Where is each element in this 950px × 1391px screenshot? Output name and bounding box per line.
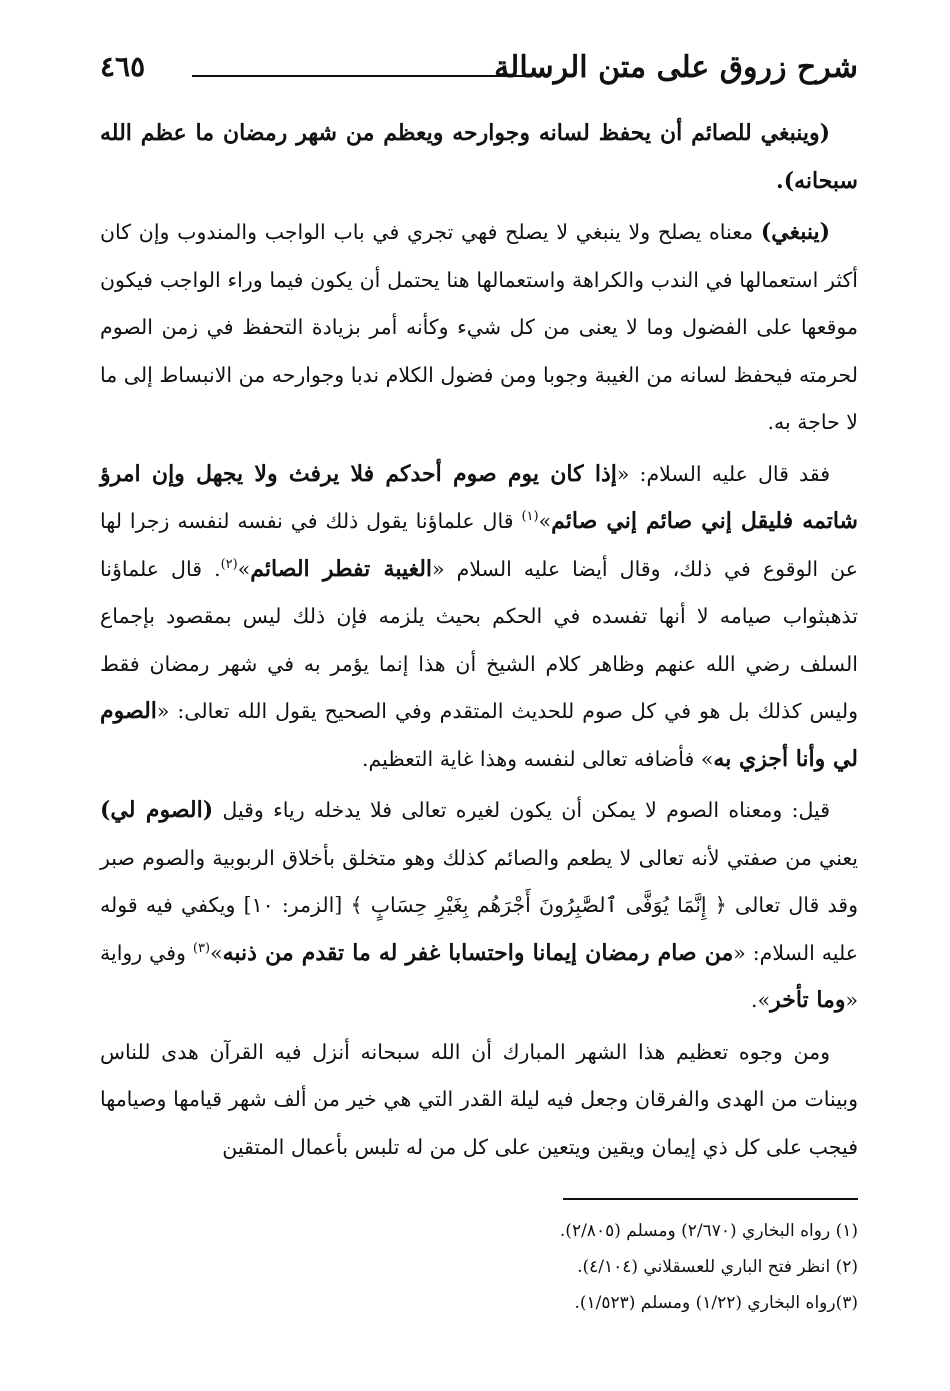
running-title: شرح زروق على متن الرسالة: [494, 50, 858, 85]
commentary-paragraph-3: [100, 787, 858, 1025]
footnote-ref[interactable]: (١): [521, 509, 539, 525]
text-run: قال علماؤنا يقول ذلك في نفسه لنفسه زجرا لها عن الوقوع في ذلك، وقال أيضا عليه السلام «: [100, 509, 858, 581]
text-run: . قال علماؤنا تذهبثواب صيامه لا أنها تفسده في الحكم بحيث يلزمه فإن ذلك ليس بمقصود بإجماع السلف رضي الله عنهم وظاهر كلام الشيخ أن هذا إنما يؤمر به في شهر رمضان فقط وليس كذلك بل هو في كل صوم للحديث المتقدم وفي الصحيح يقول الله تعالى: «: [100, 556, 858, 723]
footnote-separator: [563, 1198, 858, 1200]
footnote-ref[interactable]: (٢): [220, 556, 238, 572]
header-rule: [192, 75, 530, 77]
commentary-paragraph-1: [100, 209, 858, 447]
footnote-1: (١) رواه البخاري (٢/٦٧٠) ومسلم (٢/٨٠٥).: [559, 1221, 858, 1241]
paragraph-text: معناه يصلح ولا ينبغي لا يصلح فهي تجري في باب الواجب والمندوب وإن كان أكثر استعمالها في الندب والكراهة واستعمالها هنا يحتمل أن يكون فيما وراء الواجب فيكون موقعها على الفضول وما لا يعنى من كل شيء وكأنه أمر بزيادة التحفظ في زمن الصوم لحرمته فيحفظ لسانه من الغيبة وجوبا ومن فضول الكلام ندبا وجوارحه من الانبساط إلى ما لا حاجة به.: [100, 220, 858, 434]
hadith-quote: إذا كان يوم صوم أحدكم فلا يرفث ولا يجهل وإن امرؤ شاتمه فليقل إني صائم إني صائم: [100, 460, 858, 534]
text-run: فقد قال عليه السلام: «: [616, 461, 830, 486]
matn-paragraph: (وينبغي للصائم أن يحفظ لسانه وجوارحه ويعظم من شهر رمضان ما عظم الله سبحانه).: [100, 120, 858, 194]
text-run: »: [538, 509, 552, 533]
keyword: (الصوم لي): [100, 797, 214, 823]
text-run: ».: [751, 988, 771, 1012]
hadith-quote: وما تأخر: [770, 987, 846, 1013]
hadith-quote: الصوم لي وأنا أجزي به: [100, 698, 858, 772]
footnote-2: (٢) انظر فتح الباري للعسقلاني (٤/١٠٤).: [577, 1257, 858, 1277]
footnote-ref[interactable]: (٣): [192, 940, 211, 956]
commentary-paragraph-2: [100, 451, 858, 784]
text-run: »: [210, 940, 223, 965]
keyword: (ينبغي): [760, 219, 830, 245]
commentary-paragraph-4: ومن وجوه تعظيم هذا الشهر المبارك أن الله سبحانه أنزل فيه القرآن هدى للناس وبينات من الهدى والفرقان وجعل فيه ليلة القدر التي هي خير من ألف شهر قيامها وصيامها فيجب على كل ذي إيمان ويقين ويتعين على كل من له تلبس بأعمال المتقين: [100, 1039, 858, 1159]
text-run: »: [237, 556, 251, 581]
page-header: [100, 40, 858, 96]
text-run: يعني من صفتي لأنه تعالى لا يطعم والصائم كذلك وهو متخلق بأخلاق الربوبية والصوم صبر وقد قال تعالى ﴿ إِنَّمَا يُوَفَّى ٱلصَّٰبِرُونَ أَجْرَهُم بِغَيْرِ حِسَابٍ ﴾ [الزمر: ١٠] ويكفي فيه قوله عليه السلام: «: [100, 845, 858, 965]
text-run: » فأضافه تعالى لنفسه وهذا غاية التعظيم.: [362, 746, 714, 771]
hadith-quote: من صام رمضان إيمانا واحتسابا غفر له ما تقدم من ذنبه: [222, 939, 734, 966]
footnotes: [100, 1213, 858, 1321]
text-run: قيل: ومعناه الصوم لا يمكن أن يكون لغيره تعالى فلا يدخله رياء وقيل: [213, 798, 830, 822]
hadith-quote: الغيبة تفطر الصائم: [250, 555, 433, 582]
footnote-3: (٣)رواه البخاري (١/٢٢) ومسلم (١/٥٢٣).: [574, 1293, 858, 1313]
page-number: ٤٦٥: [100, 50, 146, 83]
main-text: [100, 110, 858, 1175]
text-run: وفي رواية «: [100, 940, 858, 1012]
